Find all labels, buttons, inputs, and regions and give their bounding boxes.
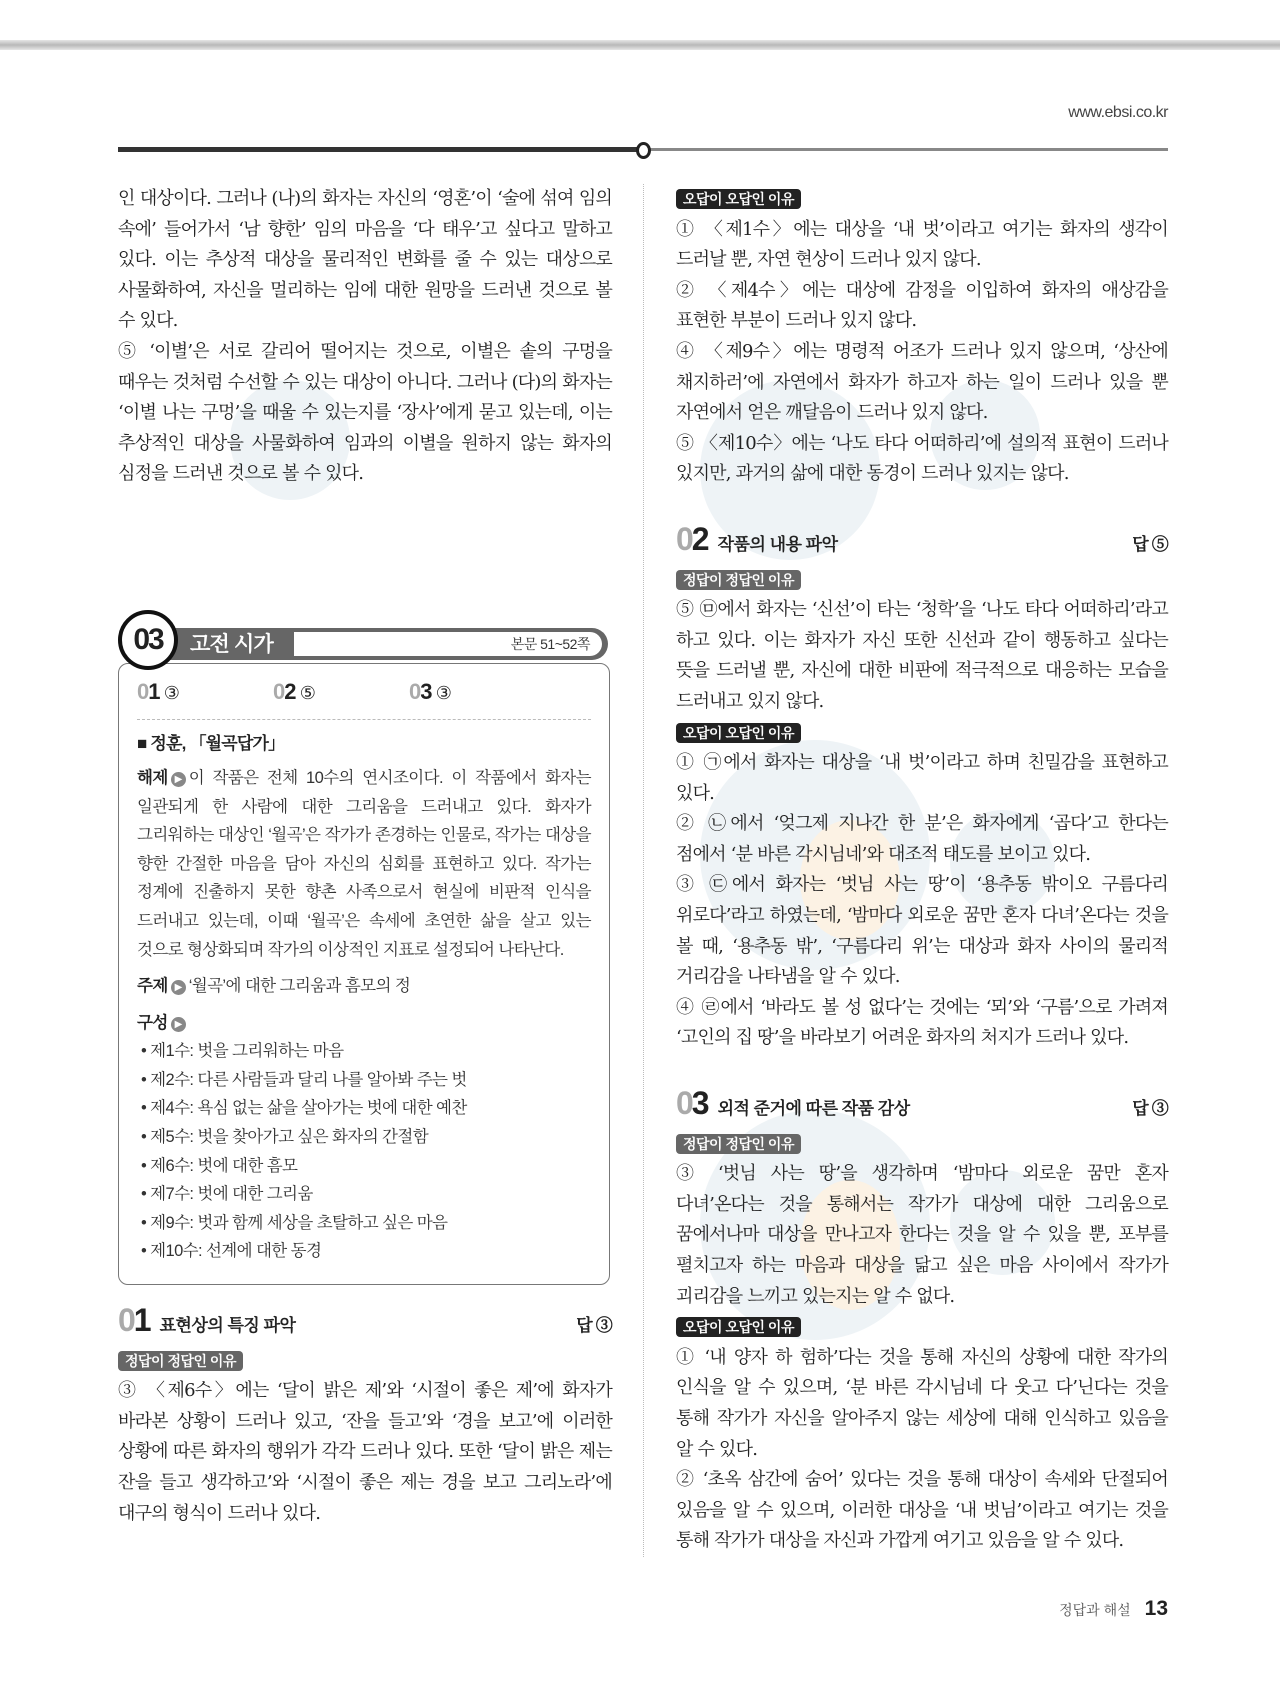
- haeje-text: 이 작품은 전체 10수의 연시조이다. 이 작품에서 화자는 일관되게 한 사람에 대한 그리움을 드러내고 있다. 화자가 그리워하는 대상인 ‘월곡’은 작가가 존경하는 인물로, 작가는 대상을 향한 간절한 마음을 담아 자신의 심회를 표현하고 있다. 작가는 정계에 진출하지 못한 향촌 사족으로서 현실에 비판적 인식을 드러내고 있는데, 이때 ‘월곡’은 속세에 초연한 삶을 살고 있는 것으로 형상화되며 작가의 이상적인 지표로 설정되어 나타난다.: [137, 768, 591, 959]
- arrow-right-icon: ▶: [171, 1017, 186, 1032]
- page-footer: [0, 1557, 1280, 1681]
- question-heading: [118, 1301, 612, 1342]
- paragraph: ⑤ ‘이별’은 서로 갈리어 떨어지는 것으로, 이별은 솥의 구멍을 때우는 것처럼 수선할 수 있는 대상이 아니다. 그러나 (다)의 화자는 ‘이별 나는 구멍’을 때울 수 있는지를 ‘장사’에게 묻고 있는데, 이는 추상적인 대상을 사물화하여 임과의 이별을 원하지 않는 화자의 심정을 드러낸 것으로 볼 수 있다.: [118, 340, 612, 485]
- paragraph: ② ‘초옥 삼간에 숨어’ 있다는 것을 통해 대상이 속세와 단절되어 있음을 알 수 있으며, 이러한 대상을 ‘내 벗님’이라고 여기는 것을 통해 작가가 대상을 자신과 가깝게 여기고 있음을 알 수 있다.: [676, 1469, 1168, 1552]
- correct-reason-badge: 정답이 정답인 이유: [676, 1134, 801, 1154]
- left-column: [118, 184, 644, 1557]
- question-title: 작품의 내용 파악: [717, 534, 838, 554]
- page-number: 13: [1144, 1596, 1168, 1620]
- theme-label: 주제: [137, 977, 168, 996]
- list-item: • 제9수: 벗과 함께 세상을 초탈하고 싶은 마음: [141, 1209, 591, 1238]
- section-number: 03: [118, 610, 178, 670]
- arrow-right-icon: ▶: [171, 980, 186, 995]
- list-item: • 제5수: 벗을 찾아가고 싶은 화자의 간절함: [141, 1123, 591, 1152]
- question-1-explanation: [118, 1301, 612, 1529]
- section-summary-box: [118, 663, 610, 1285]
- arrow-right-icon: ▶: [171, 772, 186, 787]
- paragraph: 인 대상이다. 그러나 (나)의 화자는 자신의 ‘영혼’이 ‘술에 섞여 임의 속에’ 들어가서 ‘남 향한’ 임의 마음을 ‘다 태우’고 싶다고 말하고 있다. 이는 추상적 대상을 물리적인 변화를 줄 수 있는 대상으로 사물화하여, 자신을 멀리하는 임에 대한 원망을 드러낸 것으로 볼 수 있다.: [118, 188, 612, 332]
- theme-text: ‘월곡’에 대한 그리움과 흠모의 정: [188, 977, 411, 996]
- paragraph: ⑤ ㉤에서 화자는 ‘신선’이 타는 ‘청학’을 ‘나도 타다 어떠하리’라고 하고 있다. 이는 화자가 자신 또한 신선과 같이 행동하고 싶다는 뜻을 드러낼 뿐, 자신에 대한 비판에 적극적으로 대응하는 모습을 드러내고 있지 않다.: [676, 599, 1168, 712]
- wrong-reason-badge: 오답이 오답인 이유: [676, 189, 801, 209]
- question-3-explanation: [676, 1084, 1168, 1557]
- paragraph: ① ‘내 양자 하 험하’다는 것을 통해 자신의 상황에 대한 작가의 인식을 알 수 있으며, ‘분 바른 각시님네 다 웃고 다’닌다는 것을 통해 작가가 자신을 알아주지 않는 세상에 대해 인식하고 있음을 알 수 있다.: [676, 1346, 1168, 1460]
- answer-key-item: 02 ⑤: [273, 678, 316, 704]
- work-title: ■ 정훈, 「월곡답가」: [137, 733, 285, 753]
- paragraph: ③ 〈제6수〉에는 ‘달이 밝은 제’와 ‘시절이 좋은 제’에 화자가 바라본 상황이 드러나 있고, ‘잔을 들고’와 ‘경을 보고’에 이러한 상황에 따른 화자의 행위가 각각 드러나 있다. 또한 ‘달이 밝은 제는 잔을 들고 생각하고’와 ‘시절이 좋은 제는 경을 보고 그리노라’에 대구의 형식이 드러나 있다.: [118, 1380, 612, 1524]
- footer-label: 정답과 해설: [1059, 1601, 1131, 1618]
- wrong-reason-badge: 오답이 오답인 이유: [676, 1317, 801, 1337]
- haeje-label: 해제: [137, 768, 168, 787]
- correct-reason-badge: 정답이 정답인 이유: [118, 1351, 243, 1371]
- paragraph: ③ ㉢에서 화자는 ‘벗님 사는 땅’이 ‘용추동 밖이오 구름다리 위로다’라고 하였는데, ‘밤마다 외로운 꿈만 혼자 다녀’온다는 것을 볼 때, ‘용추동 밖’, ‘구름다리 위’는 대상과 화자 사이의 물리적 거리감을 나타냄을 알 수 있다.: [676, 874, 1168, 988]
- list-item: • 제2수: 다른 사람들과 달리 나를 알아봐 주는 벗: [141, 1066, 591, 1095]
- list-item: • 제1수: 벗을 그리워하는 마음: [141, 1037, 591, 1066]
- question-number: 02: [676, 520, 708, 557]
- paragraph: ④ 〈제9수〉에는 명령적 어조가 드러나 있지 않으며, ‘상산에 채지하러’에 자연에서 화자가 하고자 하는 일이 드러나 있을 뿐 자연에서 얻은 깨달음이 드러나 있지 않다.: [676, 340, 1168, 424]
- question-number: 03: [676, 1085, 708, 1122]
- paragraph: ① ㉠에서 화자는 대상을 ‘내 벗’이라고 하며 친밀감을 표현하고 있다.: [676, 752, 1168, 804]
- work-analysis: [137, 764, 591, 1266]
- list-item: • 제6수: 벗에 대한 흠모: [141, 1152, 591, 1181]
- question-heading: [676, 520, 1168, 561]
- left-intro-text: [118, 184, 612, 490]
- section-header: [118, 610, 612, 666]
- question-title: 외적 준거에 따른 작품 감상: [717, 1099, 910, 1119]
- paragraph: ① 〈제1수〉에는 대상을 ‘내 벗’이라고 여기는 화자의 생각이 드러날 뿐, 자연 현상이 드러나 있지 않다.: [676, 218, 1168, 271]
- question-answer: 답 ③: [576, 1316, 612, 1336]
- question-2-explanation: [676, 520, 1168, 1054]
- paragraph: ④ ㉣에서 ‘바라도 볼 성 없다’는 것에는 ‘뫼’와 ‘구름’으로 가려져 ‘고인의 집 땅’을 바라보기 어려운 화자의 처지가 드러나 있다.: [676, 996, 1168, 1049]
- list-item: • 제7수: 벗에 대한 그리움: [141, 1180, 591, 1209]
- structure-label: 구성: [137, 1013, 168, 1032]
- paragraph: ⑤ 〈제10수〉에는 ‘나도 타다 어떠하리’에 설의적 표현이 드러나 있지만, 과거의 삶에 대한 동경이 드러나 있지는 않다.: [676, 432, 1168, 485]
- question-heading: [676, 1084, 1168, 1125]
- section-page-ref: 본문 51~52쪽: [510, 635, 590, 652]
- answer-key: [137, 678, 591, 720]
- site-url: www.ebsi.co.kr: [1068, 104, 1168, 121]
- right-column: [644, 184, 1168, 1557]
- question-title: 표현상의 특징 파악: [159, 1316, 296, 1336]
- question-answer: 답 ⑤: [1132, 534, 1168, 554]
- paragraph: ③ ‘벗님 사는 땅’을 생각하며 ‘밤마다 외로운 꿈만 혼자 다녀’온다는 것을 통해서는 작가가 대상에 대한 그리움으로 꿈에서나마 대상을 만나고자 한다는 것을 알 수 있을 뿐, 포부를 펼치고자 하는 마음과 대상을 닮고 싶은 마음 사이에서 작가가 괴리감을 느끼고 있는지는 알 수 없다.: [676, 1163, 1168, 1307]
- paragraph: ② ㉡에서 ‘엊그제 지나간 한 분’은 화자에게 ‘곱다’고 한다는 점에서 ‘분 바른 각시님네’와 대조적 태도를 보이고 있다.: [676, 813, 1168, 865]
- correct-reason-badge: 정답이 정답인 이유: [676, 570, 801, 590]
- list-item: • 제4수: 욕심 없는 삶을 살아가는 벗에 대한 예찬: [141, 1094, 591, 1123]
- answer-key-item: 01 ③: [137, 678, 180, 704]
- answer-key-item: 03 ③: [409, 678, 452, 704]
- list-item: • 제10수: 선계에 대한 동경: [141, 1237, 591, 1266]
- question-number: 01: [118, 1302, 150, 1339]
- wrong-reason-badge: 오답이 오답인 이유: [676, 723, 801, 743]
- paragraph: ② 〈제4수〉에는 대상에 감정을 이입하여 화자의 애상감을 표현한 부분이 드러나 있지 않다.: [676, 279, 1168, 332]
- question-1-wrong-reasons: [676, 184, 1168, 490]
- structure-list: [137, 1037, 591, 1266]
- section-title: 고전 시가: [190, 632, 273, 656]
- question-answer: 답 ③: [1132, 1099, 1168, 1119]
